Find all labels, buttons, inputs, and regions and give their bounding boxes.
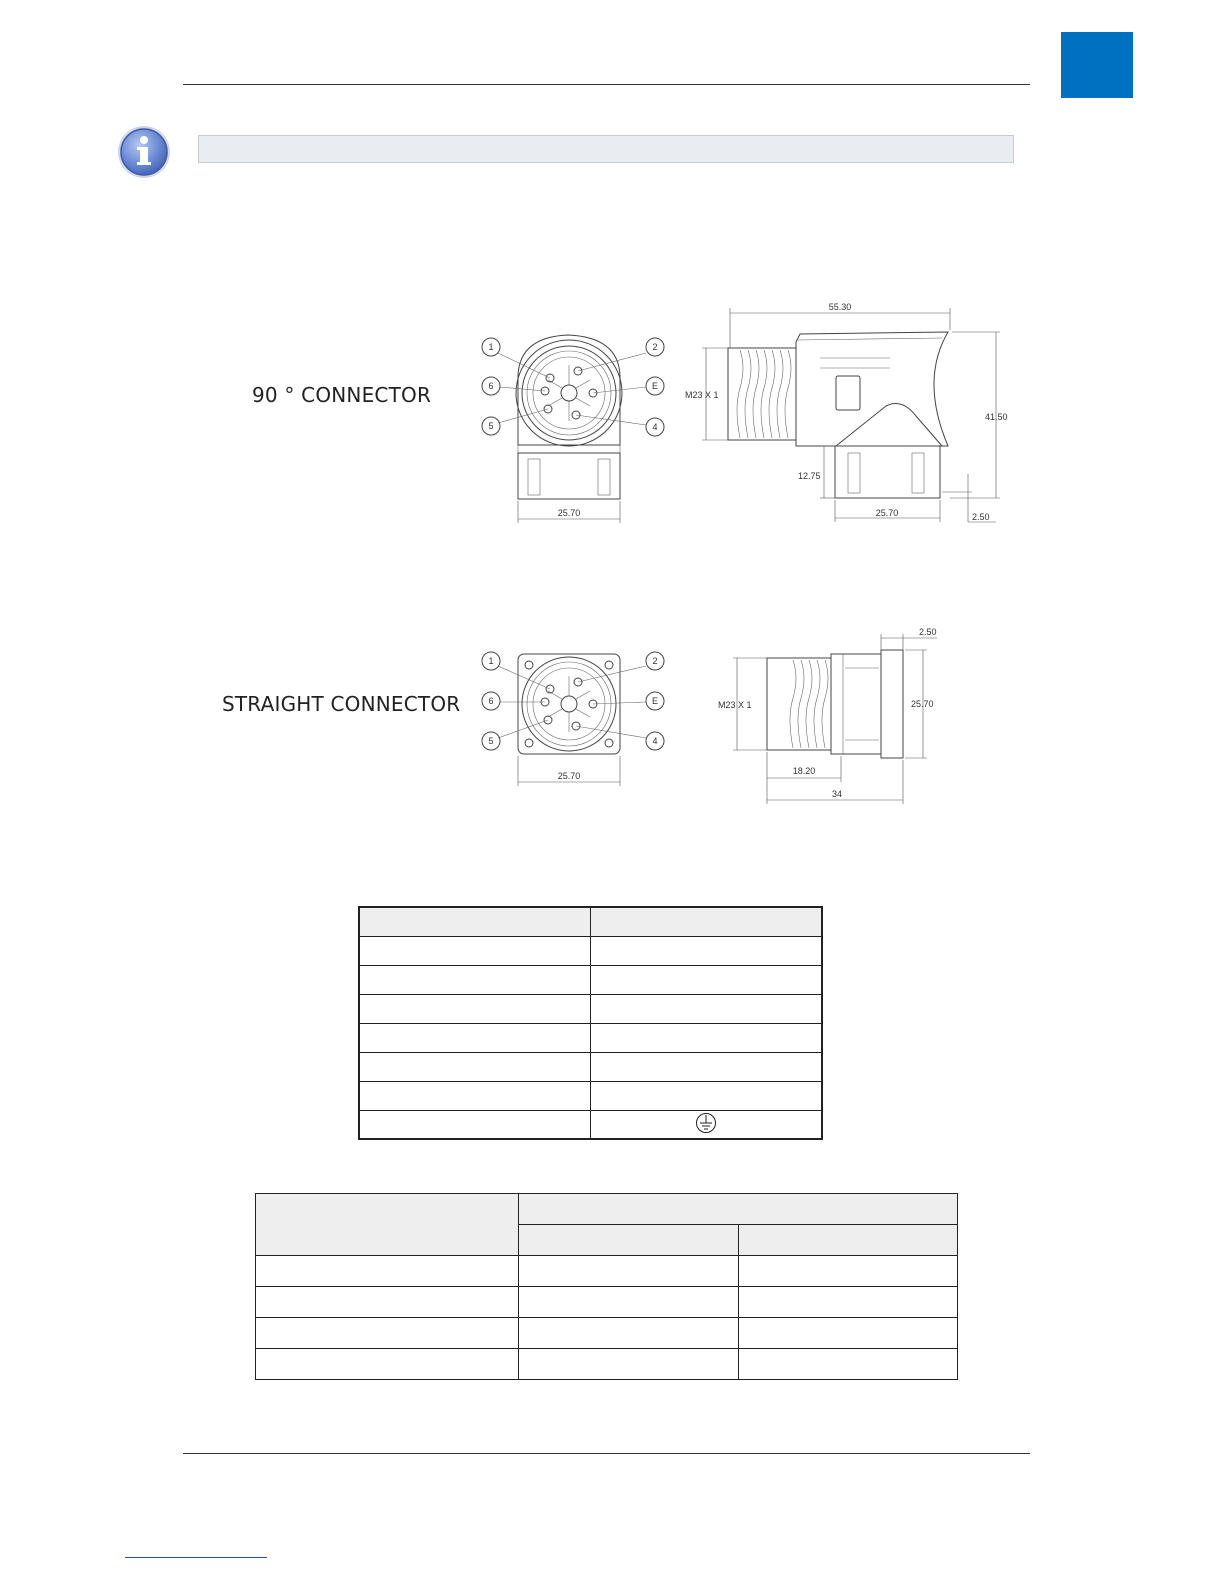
- table-cell: [591, 1081, 823, 1110]
- pin-callout: 6: [488, 696, 494, 706]
- table-cell: [359, 1081, 591, 1110]
- pin-callout: 1: [488, 342, 494, 352]
- dim-label: 41.50: [985, 412, 1008, 422]
- table-cell: [359, 965, 591, 994]
- pin-callout: 4: [652, 422, 658, 432]
- table-cell: [591, 965, 823, 994]
- footer-link-underline[interactable]: [125, 1557, 267, 1558]
- table-row: [359, 994, 822, 1023]
- table-cell: [591, 936, 823, 965]
- connector-straight-label: STRAIGHT CONNECTOR: [222, 692, 461, 716]
- pin-assignment-table: [358, 906, 823, 1140]
- table-header-cell: [591, 907, 823, 936]
- table-cell: [519, 1256, 739, 1287]
- info-icon: [116, 124, 172, 180]
- dim-label: 25.70: [875, 508, 899, 518]
- table-header-cell: [519, 1194, 958, 1225]
- earth-ground-icon: [695, 1112, 717, 1134]
- dim-label: 18.20: [792, 766, 816, 776]
- table-cell: [738, 1256, 957, 1287]
- table-row: [359, 1023, 822, 1052]
- pin-callout: 4: [652, 736, 658, 746]
- connector-straight-side-drawing: [705, 620, 965, 810]
- connector-90-side-drawing: [680, 298, 1010, 528]
- pin-callout: E: [651, 696, 659, 706]
- dim-label: 55.30: [828, 302, 852, 312]
- dim-label: 25.70: [557, 771, 581, 781]
- table-cell: [738, 1318, 957, 1349]
- table-row: [359, 1081, 822, 1110]
- footer-rule: [183, 1453, 1030, 1454]
- table-header-cell: [256, 1194, 519, 1256]
- dim-label: 2.50: [919, 627, 937, 637]
- connector-straight-front-drawing: [470, 640, 700, 810]
- table-cell: [738, 1287, 957, 1318]
- header-rule: [183, 84, 1030, 85]
- pin-callout: 2: [652, 342, 658, 352]
- table-cell: [519, 1318, 739, 1349]
- pin-callout: 2: [652, 656, 658, 666]
- connector-90-front-drawing: [470, 325, 700, 525]
- table-cell: [519, 1287, 739, 1318]
- table-header-cell: [519, 1225, 739, 1256]
- table-row: [256, 1349, 958, 1380]
- table-row: [256, 1318, 958, 1349]
- spec-table: [255, 1193, 958, 1380]
- dim-label: 2.50: [972, 512, 990, 522]
- dim-label: 25.70: [557, 508, 581, 518]
- dim-label: 12.75: [798, 471, 821, 481]
- table-cell: [591, 994, 823, 1023]
- table-cell: [359, 994, 591, 1023]
- info-note-bar: [198, 135, 1014, 163]
- table-cell: [519, 1349, 739, 1380]
- table-cell: [591, 1110, 823, 1139]
- table-row: [256, 1287, 958, 1318]
- table-cell: [359, 1052, 591, 1081]
- connector-90-label: 90 ° CONNECTOR: [252, 383, 432, 407]
- pin-callout: 1: [488, 656, 494, 666]
- table-header-row: [359, 907, 822, 936]
- table-row: [359, 1052, 822, 1081]
- table-cell: [256, 1287, 519, 1318]
- table-row: [359, 1110, 822, 1139]
- table-cell: [256, 1349, 519, 1380]
- table-header-cell: [359, 907, 591, 936]
- table-cell: [591, 1052, 823, 1081]
- pin-callout: 5: [488, 736, 494, 746]
- table-header-row: [256, 1194, 958, 1225]
- thread-label: M23 X 1: [718, 700, 752, 710]
- table-cell: [359, 1023, 591, 1052]
- table-row: [256, 1256, 958, 1287]
- table-header-cell: [738, 1225, 957, 1256]
- table-cell: [256, 1318, 519, 1349]
- pin-callout: 6: [488, 381, 494, 391]
- table-cell: [256, 1256, 519, 1287]
- table-cell: [738, 1349, 957, 1380]
- table-cell: [359, 936, 591, 965]
- table-row: [359, 936, 822, 965]
- chapter-tab: [1061, 32, 1133, 98]
- thread-label: M23 X 1: [685, 390, 719, 400]
- pin-callout: E: [651, 381, 659, 391]
- pin-callout: 5: [488, 421, 494, 431]
- dim-label: 25.70: [911, 699, 934, 709]
- table-row: [359, 965, 822, 994]
- table-cell: [591, 1023, 823, 1052]
- table-cell: [359, 1110, 591, 1139]
- dim-label: 34: [831, 789, 843, 799]
